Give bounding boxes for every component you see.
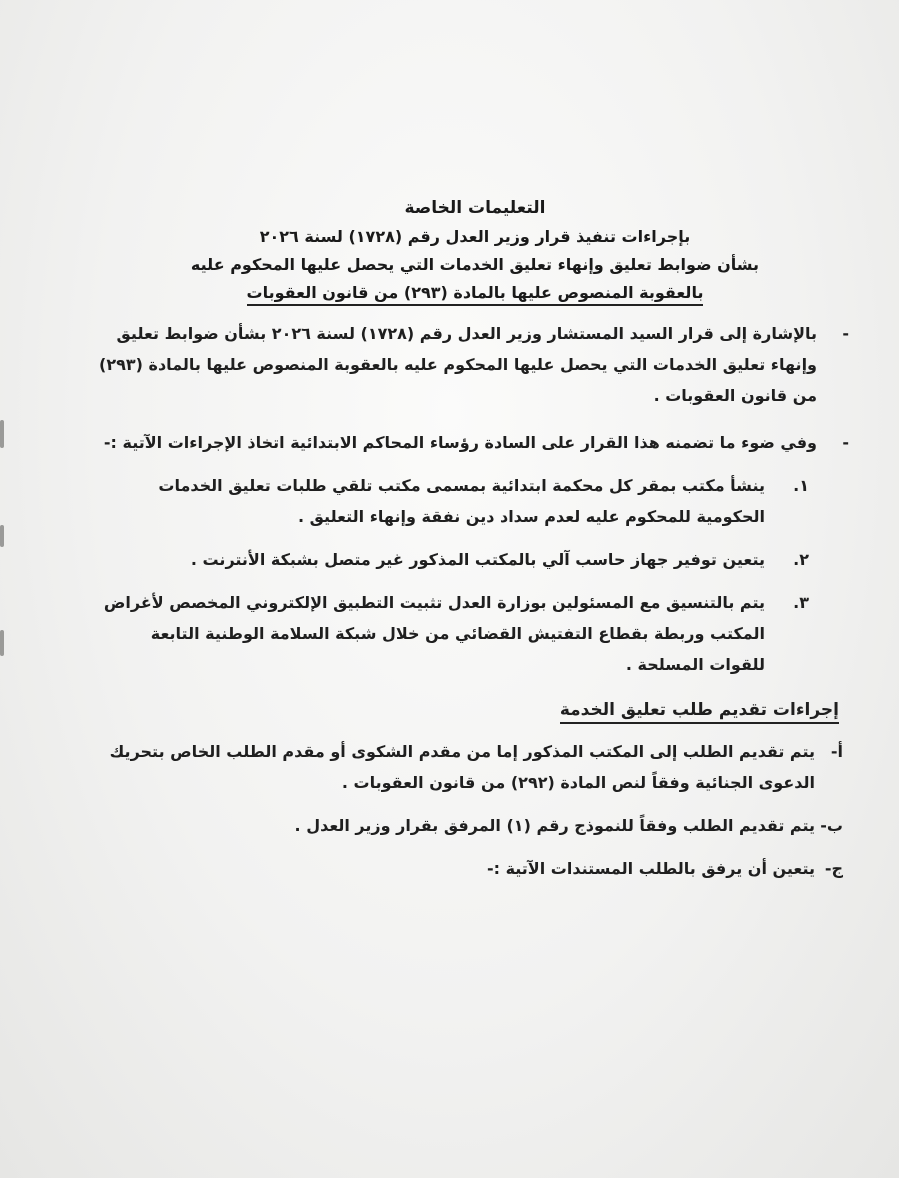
intro-paragraph-directive	[95, 427, 855, 458]
item-text: يتم تقديم الطلب وفقاً للنموذج رقم (١) المرفق بقرار وزير العدل .	[294, 816, 815, 835]
lettered-item-c	[95, 853, 855, 884]
page-edge-shadow	[0, 525, 4, 547]
intro-paragraph-reference	[95, 318, 855, 411]
lettered-item-b	[95, 810, 855, 841]
item-text: يتم بالتنسيق مع المسئولين بوزارة العدل تثبيت التطبيق الإلكتروني المخصص لأغراض المكتب وربطة بقطاع التفتيش القضائي من خلال شبكة السلامة الوطنية التابعة للقوات المسلحة .	[103, 593, 765, 674]
item-letter: ج-	[824, 859, 843, 878]
item-text: يتعين توفير جهاز حاسب آلي بالمكتب المذكور غير متصل بشبكة الأنترنت .	[190, 550, 765, 569]
heading-title: التعليمات الخاصة	[404, 198, 546, 218]
item-text: ينشأ مكتب بمقر كل محكمة ابتدائية بمسمى مكتب تلقي طلبات تعليق الخدمات الحكومية للمحكوم عليه لعدم سداد دين نفقة وإنهاء التعليق .	[158, 476, 765, 526]
heading-line-subject: بشأن ضوابط تعليق وإنهاء تعليق الخدمات التي يحصل عليها المحكوم عليه	[190, 255, 760, 274]
item-text: يتم تقديم الطلب إلى المكتب المذكور إما من مقدم الشكوى أو مقدم الطلب الخاص بتحريك الدعوى الجنائية وفقاً لنص المادة (٢٩٢) من قانون العقوبات .	[109, 742, 815, 792]
bullet-dash: -	[842, 433, 849, 452]
heading-line-article	[95, 283, 855, 302]
item-letter: ب-	[820, 816, 843, 835]
item-number: ١.	[793, 476, 809, 495]
document-body	[95, 198, 855, 884]
bullet-dash: -	[842, 324, 849, 343]
item-letter: أ-	[830, 742, 843, 761]
item-number: ٢.	[793, 550, 809, 569]
numbered-item-2	[95, 544, 855, 575]
item-number: ٣.	[793, 593, 809, 612]
heading-line-article-text: بالعقوبة المنصوص عليها بالمادة (٢٩٣) من قانون العقوبات	[247, 283, 704, 306]
heading-line-decree: بإجراءات تنفيذ قرار وزير العدل رقم (١٧٢٨) لسنة ٢٠٢٦	[259, 227, 691, 246]
page-edge-shadow	[0, 630, 4, 656]
section-title: إجراءات تقديم طلب تعليق الخدمة	[560, 700, 839, 724]
item-text: يتعين أن يرفق بالطلب المستندات الآتية :-	[486, 859, 815, 878]
lettered-item-a	[95, 736, 855, 798]
paragraph-text: بالإشارة إلى قرار السيد المستشار وزير العدل رقم (١٧٢٨) لسنة ٢٠٢٦ بشأن ضوابط تعليق وإنهاء تعليق الخدمات التي يحصل عليها المحكوم عليه بالعقوبة المنصوص عليها بالمادة (٢٩٣) من قانون العقوبات .	[99, 324, 817, 405]
numbered-item-1	[95, 470, 855, 532]
page-edge-shadow	[0, 420, 4, 448]
numbered-item-3	[95, 587, 855, 680]
document-heading	[95, 198, 855, 302]
paragraph-text: وفي ضوء ما تضمنه هذا القرار على السادة رؤساء المحاكم الابتدائية اتخاذ الإجراءات الآتية :-	[103, 433, 817, 452]
